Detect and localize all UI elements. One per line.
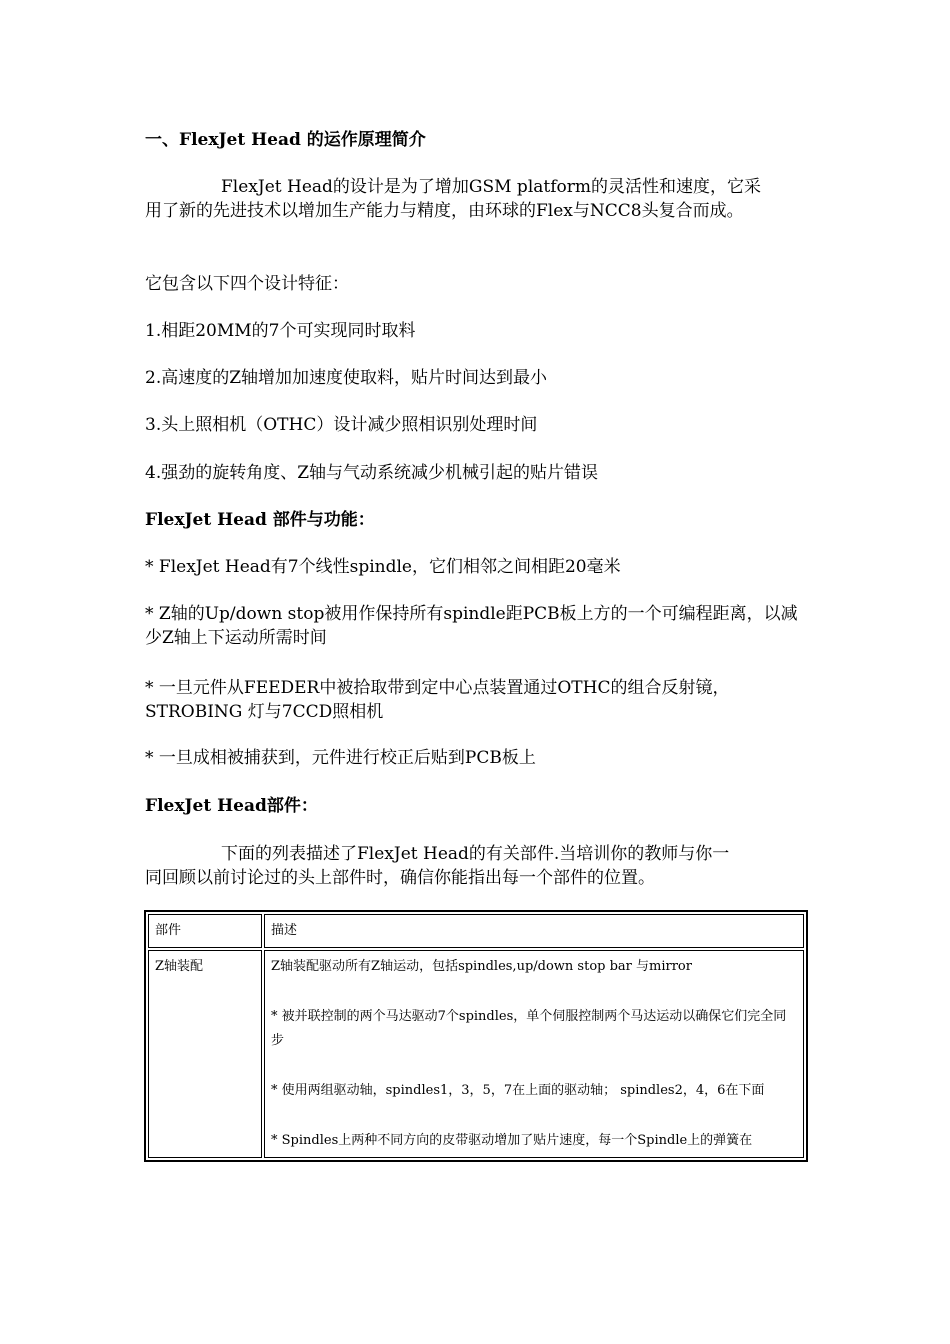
table-header-description: 描述 — [264, 914, 804, 948]
table-cell-description — [264, 950, 804, 1158]
main-heading: 一、FlexJet Head 的运作原理简介 — [145, 130, 426, 150]
table-header-row — [148, 914, 804, 948]
table-row — [148, 950, 804, 1158]
feature-item-3: 3.头上照相机（OTHC）设计减少照相识别处理时间 — [145, 415, 538, 435]
intro-paragraph — [145, 175, 805, 223]
description-paragraph: * Spindles上两种不同方向的皮带驱动增加了贴片速度，每一个Spindle上的弹簧在 — [271, 1133, 753, 1148]
section-heading-components: FlexJet Head 部件与功能： — [145, 510, 375, 530]
description-paragraph: * 使用两组驱动轴，spindles1，3，5，7在上面的驱动轴； spindles2，4，6在下面 — [271, 1083, 765, 1098]
table-header-part: 部件 — [148, 914, 262, 948]
feature-item-2: 2.高速度的Z轴增加加速度使取料，贴片时间达到最小 — [145, 368, 548, 388]
section-heading-parts: FlexJet Head部件： — [145, 796, 318, 816]
intro-line-1: FlexJet Head的设计是为了增加GSM platform的灵活性和速度，它采 — [221, 177, 761, 197]
feature-item-4: 4.强劲的旋转角度、Z轴与气动系统减少机械引起的贴片错误 — [145, 463, 599, 483]
bullet-item-3: * 一旦元件从FEEDER中被拾取带到定中心点装置通过OTHC的组合反射镜，STROBING 灯与7CCD照相机 — [145, 678, 730, 722]
description-paragraph: * 被并联控制的两个马达驱动7个spindles，单个伺服控制两个马达运动以确保它们完全同步 — [271, 1009, 787, 1048]
features-intro: 它包含以下四个设计特征： — [145, 274, 349, 294]
description-paragraph: Z轴装配驱动所有Z轴运动，包括spindles,up/down stop bar 与mirror — [271, 959, 692, 974]
parts-intro-line-1: 下面的列表描述了FlexJet Head的有关部件.当培训你的教师与你一 — [221, 844, 730, 864]
bullet-item-4: * 一旦成相被捕获到，元件进行校正后贴到PCB板上 — [145, 748, 536, 768]
bullet-item-2: * Z轴的Up/down stop被用作保持所有spindle距PCB板上方的一个可编程距离，以减少Z轴上下运动所需时间 — [145, 604, 798, 648]
parts-intro-line-2: 同回顾以前讨论过的头上部件时，确信你能指出每一个部件的位置。 — [145, 868, 655, 888]
table-cell-part: Z轴装配 — [148, 950, 262, 1158]
bullet-item-1: * FlexJet Head有7个线性spindle，它们相邻之间相距20毫米 — [145, 557, 621, 577]
parts-table — [144, 910, 808, 1162]
feature-item-1: 1.相距20MM的7个可实现同时取料 — [145, 321, 416, 341]
intro-line-2: 用了新的先进技术以增加生产能力与精度，由环球的Flex与NCC8头复合而成。 — [145, 201, 744, 221]
parts-intro-paragraph — [145, 842, 805, 890]
